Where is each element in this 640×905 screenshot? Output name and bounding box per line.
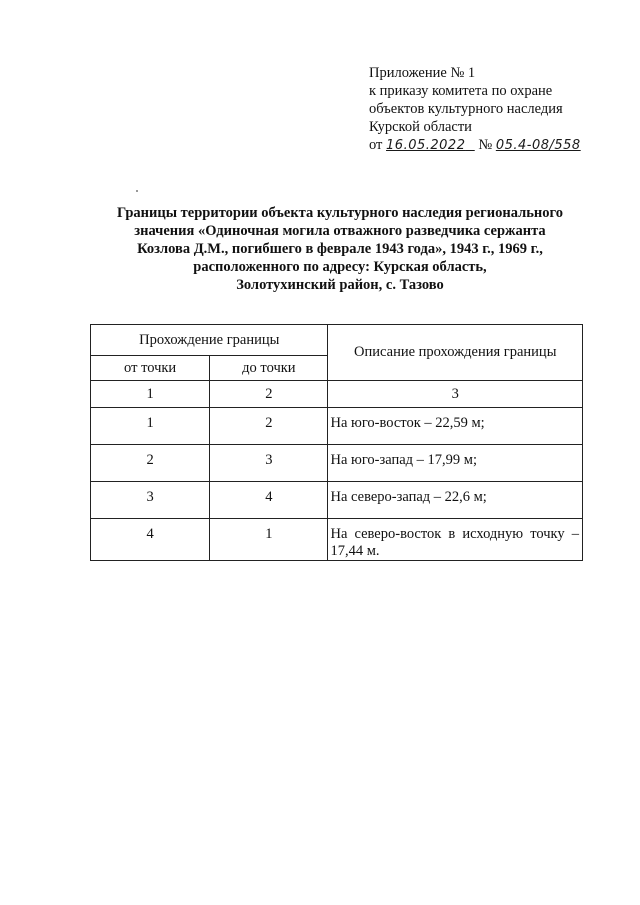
- order-date-number-line: [369, 136, 581, 155]
- scan-speck: [136, 190, 138, 192]
- title-line: Козлова Д.М., погибшего в феврале 1943 года», 1943 г., 1969 г.,: [137, 241, 543, 257]
- from-point-cell: 3: [91, 482, 210, 519]
- order-reference-line: Курской области: [369, 119, 472, 135]
- column-number: 1: [91, 381, 210, 408]
- from-point-cell: 4: [91, 519, 210, 561]
- to-point-cell: 3: [210, 445, 328, 482]
- title-line: расположенного по адресу: Курская область,: [193, 259, 487, 275]
- order-date: 16.05.2022: [386, 138, 466, 153]
- description-cell: На юго-запад – 17,99 м;: [328, 445, 583, 482]
- to-point-cell: 1: [210, 519, 328, 561]
- header-to-point: до точки: [210, 356, 328, 381]
- from-point-cell: 1: [91, 408, 210, 445]
- header-from-point: от точки: [91, 356, 210, 381]
- description-cell: На юго-восток – 22,59 м;: [328, 408, 583, 445]
- column-number-row: [91, 381, 583, 408]
- number-prefix: №: [478, 137, 493, 153]
- document-title: [80, 204, 600, 294]
- order-reference-line: к приказу комитета по охране: [369, 83, 553, 99]
- title-line: Границы территории объекта культурного наследия регионального: [117, 205, 563, 221]
- appendix-label: Приложение № 1: [369, 65, 476, 81]
- title-line: значения «Одиночная могила отважного разведчика сержанта: [134, 223, 546, 239]
- order-reference-line: объектов культурного наследия: [369, 101, 563, 117]
- header-passage: Прохождение границы: [91, 325, 328, 356]
- to-point-cell: 4: [210, 482, 328, 519]
- to-point-cell: 2: [210, 408, 328, 445]
- description-cell: На северо-восток в исходную точку – 17,44 м.: [328, 519, 583, 561]
- from-point-cell: 2: [91, 445, 210, 482]
- table-row: [91, 482, 583, 519]
- boundary-table: [90, 324, 583, 561]
- column-number: 2: [210, 381, 328, 408]
- table-row: [91, 445, 583, 482]
- table-header-row: [91, 325, 583, 356]
- date-prefix: от: [369, 137, 383, 153]
- title-line: Золотухинский район, с. Тазово: [236, 277, 444, 293]
- header-description: Описание прохождения границы: [328, 325, 583, 381]
- document-header: [369, 64, 581, 155]
- table-row: [91, 408, 583, 445]
- column-number: 3: [328, 381, 583, 408]
- order-number: 05.4-08/558: [495, 138, 581, 153]
- description-cell: На северо-запад – 22,6 м;: [328, 482, 583, 519]
- table-row: [91, 519, 583, 561]
